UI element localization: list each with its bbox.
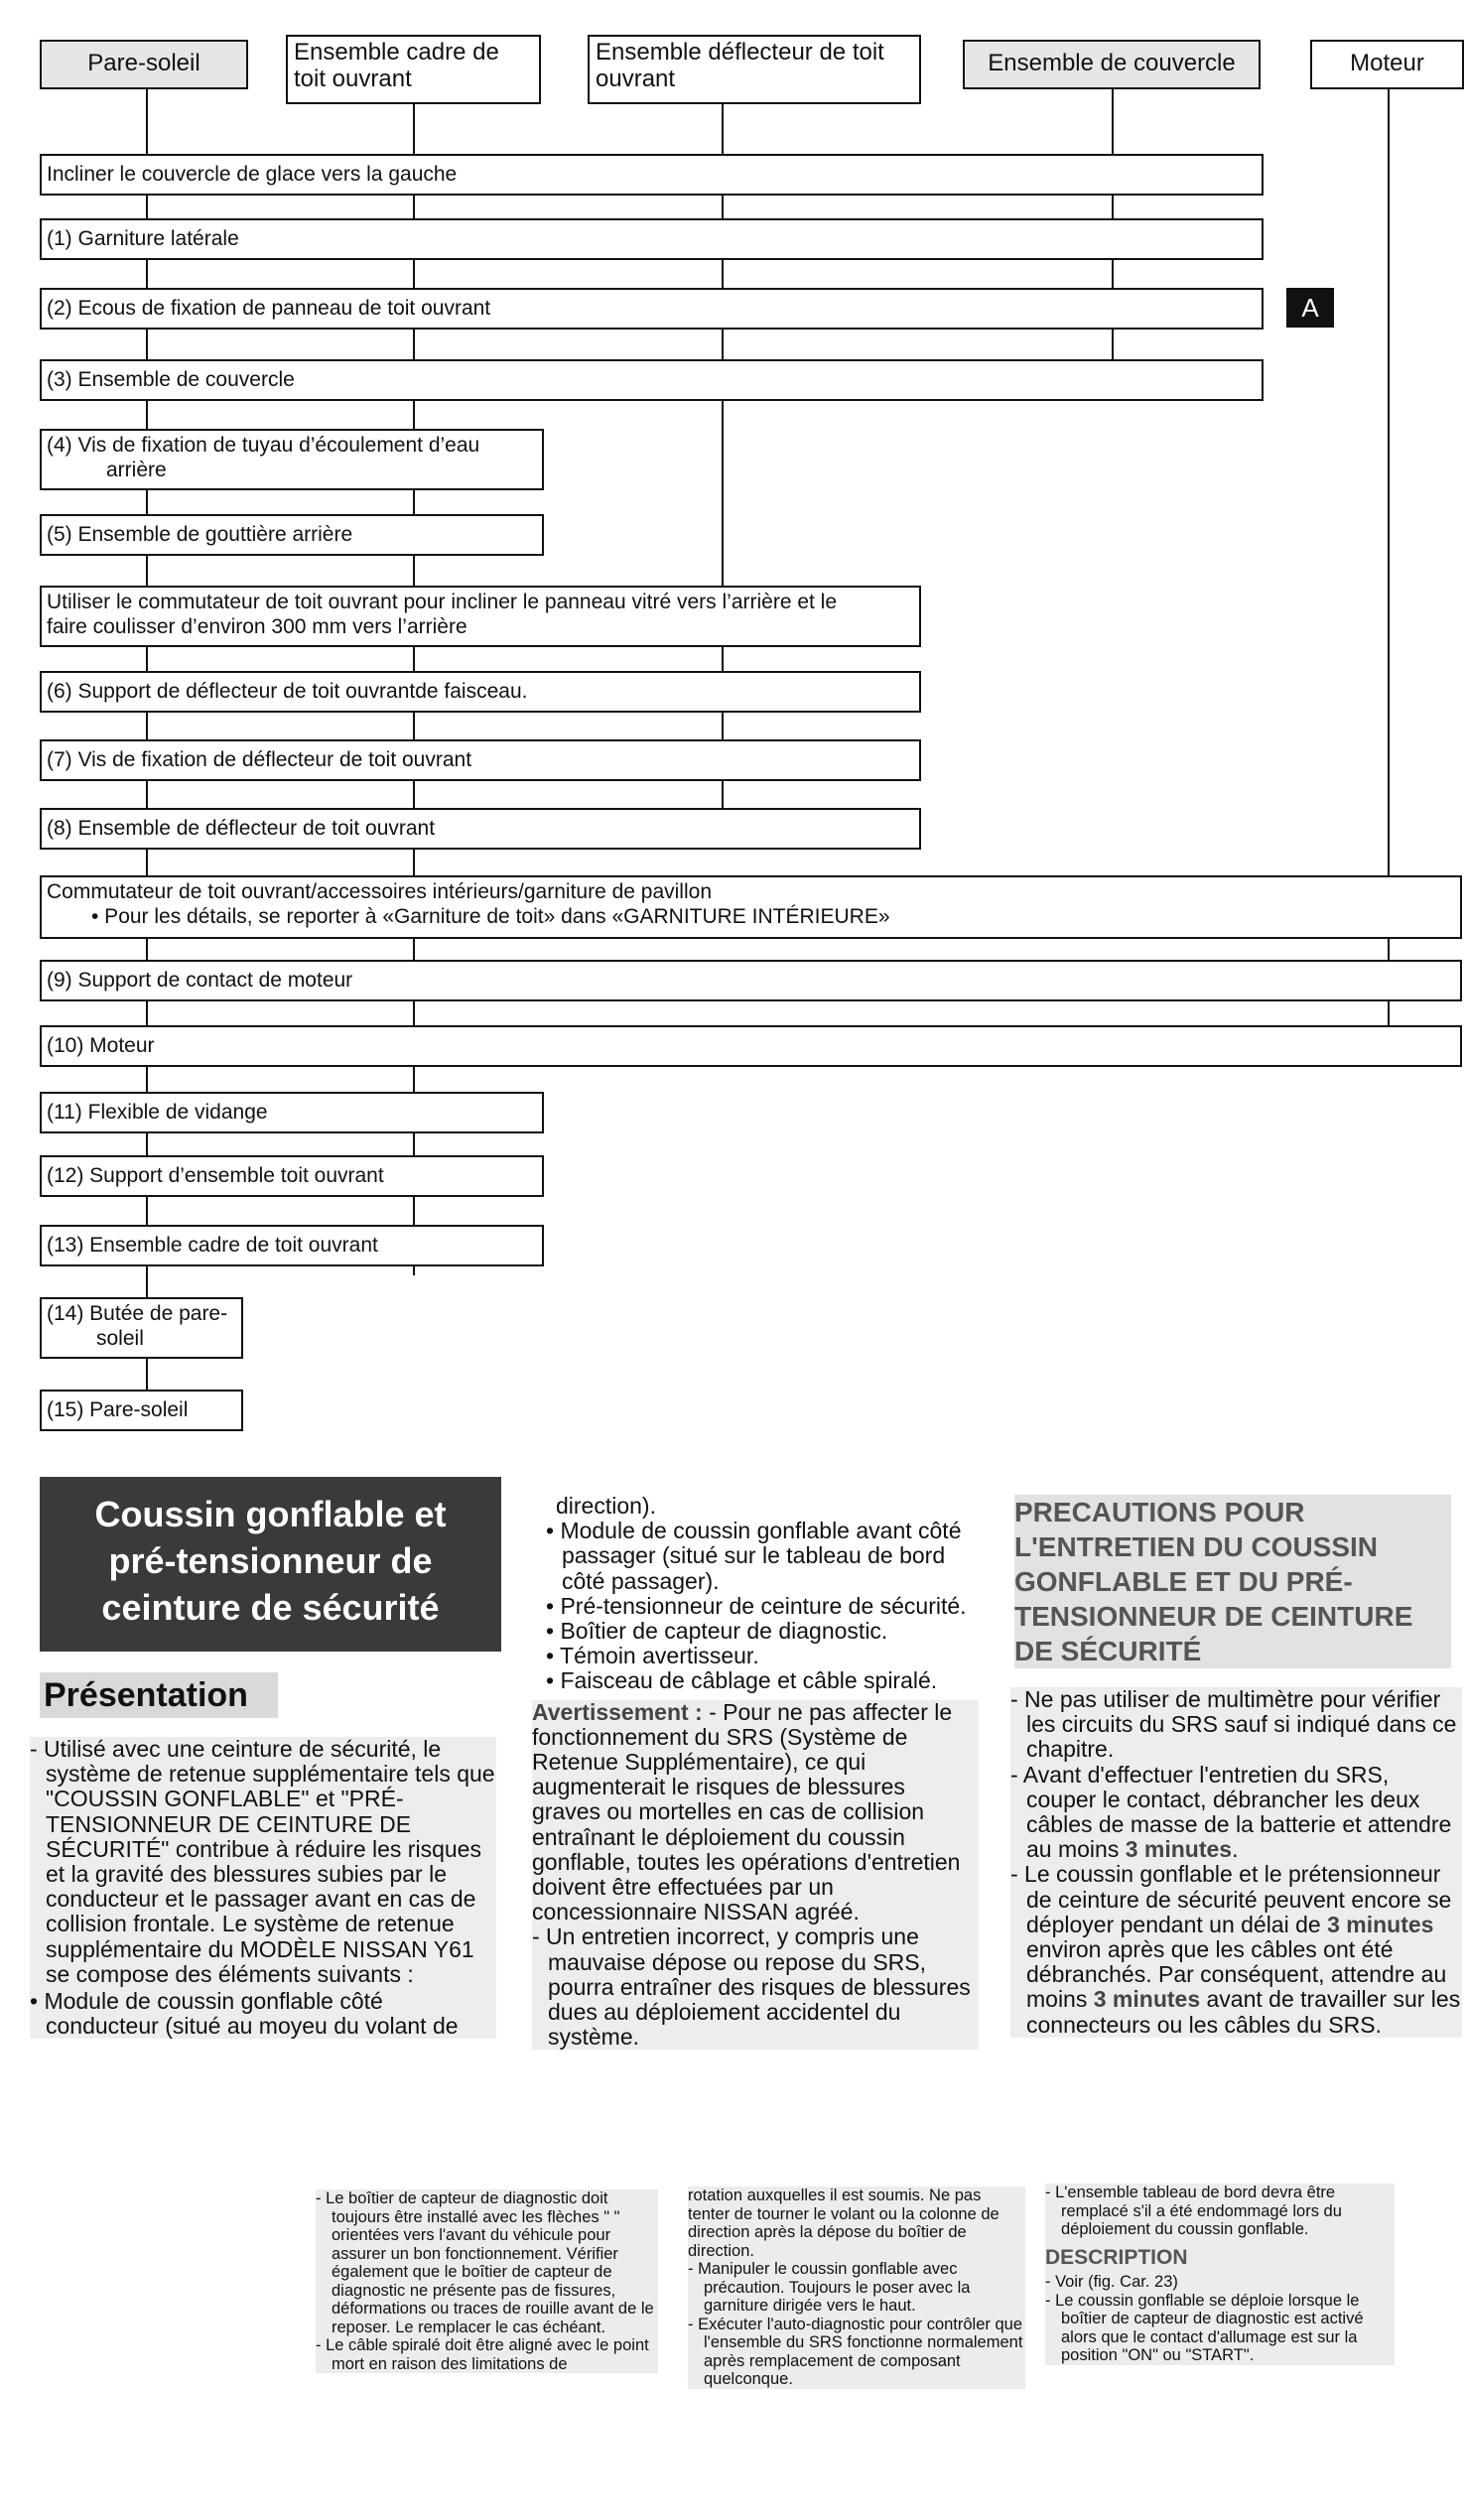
footer-description-title: DESCRIPTION	[1045, 2245, 1188, 2269]
step-7	[40, 739, 921, 781]
header-deflecteur	[588, 35, 921, 104]
col2-bullet-2: • Pré-tensionneur de ceinture de sécurité.	[546, 1592, 967, 1619]
step-14-text-line2: soleil	[96, 1327, 144, 1350]
footer-column-3	[1045, 2184, 1395, 2365]
header-couvercle-label: Ensemble de couvercle	[988, 50, 1236, 76]
step-14-text-line1: (14) Butée de pare-	[47, 1302, 228, 1325]
header-moteur	[1310, 40, 1464, 89]
precaution-3-text-c: avant de travailler sur les connecteurs ou les câbles du SRS.	[1026, 1986, 1461, 2038]
col1-bullet: • Module de coussin gonflable côté conducteur (situé au moyeu du volant de	[30, 1988, 459, 2040]
step-4	[40, 429, 544, 490]
article-banner	[40, 1477, 501, 1652]
step-6	[40, 671, 921, 713]
step-4-text-line2: arrière	[106, 459, 167, 481]
precaution-2-highlight: 3 minutes	[1125, 1836, 1233, 1863]
col1-intro: - Utilisé avec une ceinture de sécurité, le système de retenue supplémentaire tels que "COUSSIN GONFLABLE" et "PRÉ-TENSIONNEUR DE CEINTURE DE SÉCURITÉ" contribue à réduire les risques et la gravité des blessures subies par le conducteur et le passager avant en cas de collision frontale. Le système de retenue supplémentaire du MODÈLE NISSAN Y61 se compose des éléments suivants :	[30, 1736, 495, 1987]
footer-c3-p1: - L'ensemble tableau de bord devra être remplacé s'il a été endommagé lors du déploiement du coussin gonflable.	[1045, 2184, 1342, 2238]
step-8	[40, 808, 921, 850]
col2-bullet-1: • Module de coussin gonflable avant côté passager (situé sur le tableau de bord côté passager).	[546, 1518, 962, 1594]
col2-bullet-3: • Boîtier de capteur de diagnostic.	[546, 1618, 888, 1645]
step-15	[40, 1390, 243, 1431]
step-6-text: (6) Support de déflecteur de toit ouvrantde faisceau.	[47, 680, 528, 703]
step-incliner-text: Incliner le couvercle de glace vers la gauche	[47, 163, 458, 186]
footer-c2-p2: - Manipuler le coussin gonflable avec précaution. Toujours le poser avec la garniture dirigée vers le haut.	[688, 2260, 971, 2315]
step-11	[40, 1092, 544, 1133]
warning-block	[532, 1700, 979, 2051]
step-13	[40, 1225, 544, 1266]
step-10	[40, 1025, 1462, 1067]
footer-c2-p1: rotation auxquelles il est soumis. Ne pas tenter de tourner le volant ou la colonne de direction après la dépose du boîtier de direction.	[688, 2187, 1000, 2260]
header-deflecteur-label: Ensemble déflecteur de toit ouvrant	[596, 39, 884, 92]
step-14	[40, 1297, 243, 1359]
step-panel-slide-line1: Utiliser le commutateur de toit ouvrant pour incliner le panneau vitré vers l’arrière et le	[47, 591, 838, 613]
step-9-text: (9) Support de contact de moteur	[47, 969, 353, 992]
precaution-3-highlight-1: 3 minutes	[1327, 1911, 1434, 1937]
precaution-3-text-b: environ après que les câbles ont été débranchés. Par conséquent, attendre au moins	[1026, 1936, 1447, 2013]
precaution-2-end: .	[1232, 1836, 1239, 1863]
step-commutateur	[40, 875, 1462, 939]
precaution-2-text: - Avant d'effectuer l'entretien du SRS, couper le contact, débrancher les deux câbles de masse de la batterie et attendre au moins	[1010, 1761, 1452, 1863]
header-cadre-label: Ensemble cadre de toit ouvrant	[294, 39, 499, 92]
step-10-text: (10) Moteur	[47, 1034, 155, 1057]
step-15-text: (15) Pare-soleil	[47, 1398, 189, 1421]
column-line-deflecteur	[722, 104, 724, 844]
precaution-1: - Ne pas utiliser de multimètre pour vérifier les circuits du SRS sauf si indiqué dans ce chapitre.	[1010, 1686, 1457, 1763]
step-4-text-line1: (4) Vis de fixation de tuyau d’écoulement d’eau	[47, 434, 480, 457]
header-pare-soleil-label: Pare-soleil	[87, 50, 200, 76]
header-cadre	[286, 35, 541, 104]
step-commutateur-line2: • Pour les détails, se reporter à «Garniture de toit» dans «GARNITURE INTÉRIEURE»	[91, 905, 890, 928]
step-12	[40, 1155, 544, 1197]
col2-continuation: direction).	[556, 1493, 656, 1519]
step-3	[40, 359, 1264, 401]
header-moteur-label: Moteur	[1350, 50, 1424, 76]
step-5	[40, 514, 544, 556]
warning-label: Avertissement :	[532, 1698, 703, 1725]
warning-text: - Pour ne pas affecter le fonctionnement du SRS (Système de Retenue Supplémentaire), ce qui augmenterait le risques de blessures graves ou mortelles en cas de collision entraînant le déploiement du coussin gonflable, toutes les opérations d'entretien doivent être effectuées par un concessionnaire NISSAN agréé.	[532, 1698, 961, 1925]
col2-bullet-5: • Faisceau de câblage et câble spiralé.	[546, 1667, 938, 1694]
banner-line-1: Coussin gonflable et	[94, 1494, 447, 1534]
banner-line-2: pré-tensionneur de	[108, 1540, 433, 1581]
footer-column-1	[316, 2189, 658, 2373]
footer-c3-p2: - Voir (fig. Car. 23)	[1045, 2273, 1178, 2291]
col2-bullet-4: • Témoin avertisseur.	[546, 1643, 759, 1669]
footer-c3-p3: - Le coussin gonflable se déploie lorsque le boîtier de capteur de diagnostic est activé alors que le contact d'allumage est sur la position "ON" ou "START".	[1045, 2291, 1364, 2364]
precautions-column	[1010, 1687, 1462, 2038]
step-7-text: (7) Vis de fixation de déflecteur de toit ouvrant	[47, 748, 472, 771]
precaution-3-highlight-2: 3 minutes	[1093, 1986, 1201, 2013]
header-couvercle	[963, 40, 1261, 89]
header-pare-soleil	[40, 40, 248, 89]
step-8-text: (8) Ensemble de déflecteur de toit ouvrant	[47, 817, 436, 840]
step-12-text: (12) Support d’ensemble toit ouvrant	[47, 1164, 384, 1187]
footer-c1-p1: - Le boîtier de capteur de diagnostic doit toujours être installé avec les flèches " " orientées vers l'avant du véhicule pour assurer un bon fonctionnement. Vérifier également que le boîtier de capteur de diagnostic ne présente pas de fissures, déformations ou traces de rouille avant de le reposer. Le remplacer le cas échéant.	[316, 2189, 654, 2336]
step-9	[40, 960, 1462, 1001]
step-1-text: (1) Garniture latérale	[47, 227, 239, 250]
step-5-text: (5) Ensemble de gouttière arrière	[47, 523, 353, 546]
section-title-presentation: Présentation	[40, 1672, 278, 1718]
step-incliner	[40, 154, 1264, 196]
precaution-3-text-a: - Le coussin gonflable et le prétensionneur de ceinture de sécurité peuvent encore se déployer pendant un délai de	[1010, 1861, 1452, 1937]
precaution-2	[1010, 1763, 1462, 1863]
step-2	[40, 288, 1264, 330]
step-1	[40, 218, 1264, 260]
step-commutateur-line1: Commutateur de toit ouvrant/accessoires intérieurs/garniture de pavillon	[47, 880, 713, 903]
step-panel-slide	[40, 586, 921, 647]
article-column-1	[30, 1737, 496, 2039]
footer-c2-p3: - Exécuter l'auto-diagnostic pour contrôler que l'ensemble du SRS fonctionne normalement après remplacement de composant quelconque.	[688, 2315, 1023, 2388]
footer-column-2	[688, 2187, 1025, 2389]
warning-text-2: - Un entretien incorrect, y compris une mauvaise dépose ou repose du SRS, pourra entraîner des risques de blessures dues au déploiement accidentel du système.	[532, 1923, 971, 2051]
step-panel-slide-line2: faire coulisser d’environ 300 mm vers l’arrière	[47, 615, 467, 638]
precautions-title: PRECAUTIONS POUR L'ENTRETIEN DU COUSSIN GONFLABLE ET DU PRÉ-TENSIONNEUR DE CEINTURE DE SÉCURITÉ	[1014, 1495, 1451, 1668]
warning-paragraph	[532, 1700, 979, 1925]
footer-c1-p2: - Le câble spiralé doit être aligné avec le point mort en raison des limitations de	[316, 2336, 649, 2373]
step-2-text: (2) Ecous de fixation de panneau de toit ouvrant	[47, 297, 491, 320]
precaution-3	[1010, 1862, 1462, 2037]
banner-line-3: ceinture de sécurité	[101, 1587, 440, 1628]
step-13-text: (13) Ensemble cadre de toit ouvrant	[47, 1234, 378, 1257]
article-column-2	[532, 1494, 979, 2050]
step-3-text: (3) Ensemble de couvercle	[47, 368, 295, 391]
marker-a: A	[1286, 288, 1334, 328]
step-11-text: (11) Flexible de vidange	[47, 1101, 268, 1124]
